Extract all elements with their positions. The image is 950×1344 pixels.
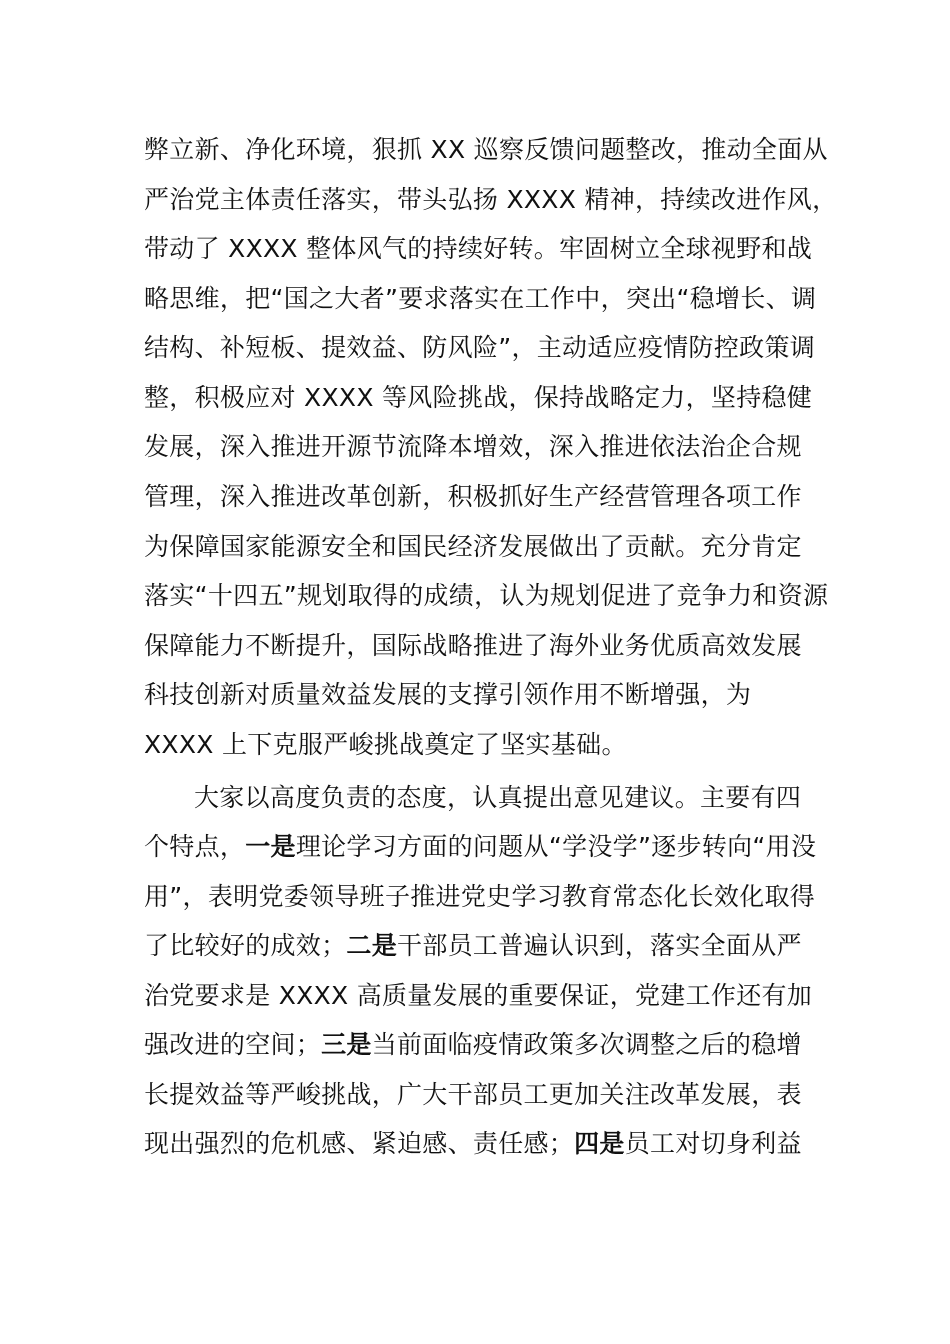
text-line: 略思维，把“国之大者”要求落实在工作中，突出“稳增长、调 bbox=[144, 284, 817, 313]
paragraph-start-line: 大家以高度负责的态度，认真提出意见建议。主要有四 bbox=[194, 783, 802, 812]
text-line: 保障能力不断提升，国际战略推进了海外业务优质高效发展 bbox=[144, 631, 802, 660]
text-line: 科技创新对质量效益发展的支撑引领作用不断增强，为 bbox=[144, 680, 752, 709]
text-line: 严治党主体责任落实，带头弘扬 XXXX 精神，持续改进作风， bbox=[144, 185, 838, 214]
point-four-marker: 四是 bbox=[574, 1129, 625, 1158]
text-line: 长提效益等严峻挑战，广大干部员工更加关注改革发展，表 bbox=[144, 1080, 802, 1109]
text-line: 为保障国家能源安全和国民经济发展做出了贡献。充分肯定 bbox=[144, 532, 802, 561]
text-line: 落实“十四五”规划取得的成绩，认为规划促进了竞争力和资源 bbox=[144, 581, 829, 610]
point-one-marker: 一是 bbox=[245, 832, 296, 861]
text-line: 结构、补短板、提效益、防风险”，主动适应疫情防控政策调 bbox=[144, 333, 816, 362]
text-line: 强改进的空间；三是当前面临疫情政策多次调整之后的稳增 bbox=[144, 1030, 802, 1059]
text-line: 管理，深入推进改革创新，积极抓好生产经营管理各项工作 bbox=[144, 482, 802, 511]
text-line: 用”，表明党委领导班子推进党史学习教育常态化长效化取得 bbox=[144, 882, 816, 911]
text-line: 整，积极应对 XXXX 等风险挑战，保持战略定力，坚持稳健 bbox=[144, 383, 813, 412]
text-line: 个特点，一是理论学习方面的问题从“学没学”逐步转向“用没 bbox=[144, 832, 817, 861]
text-line: 弊立新、净化环境，狠抓 XX 巡察反馈问题整改，推动全面从 bbox=[144, 135, 828, 164]
text-line: XXXX 上下克服严峻挑战奠定了坚实基础。 bbox=[144, 730, 627, 759]
point-three-marker: 三是 bbox=[321, 1030, 372, 1059]
text-line: 治党要求是 XXXX 高质量发展的重要保证，党建工作还有加 bbox=[144, 981, 813, 1010]
text-line: 现出强烈的危机感、紧迫感、责任感；四是员工对切身利益 bbox=[144, 1129, 802, 1158]
text-line: 带动了 XXXX 整体风气的持续好转。牢固树立全球视野和战 bbox=[144, 234, 813, 263]
text-line: 发展，深入推进开源节流降本增效，深入推进依法治企合规 bbox=[144, 432, 802, 461]
point-two-marker: 二是 bbox=[346, 931, 398, 960]
text-line: 了比较好的成效；二是干部员工普遍认识到，落实全面从严 bbox=[144, 931, 802, 960]
